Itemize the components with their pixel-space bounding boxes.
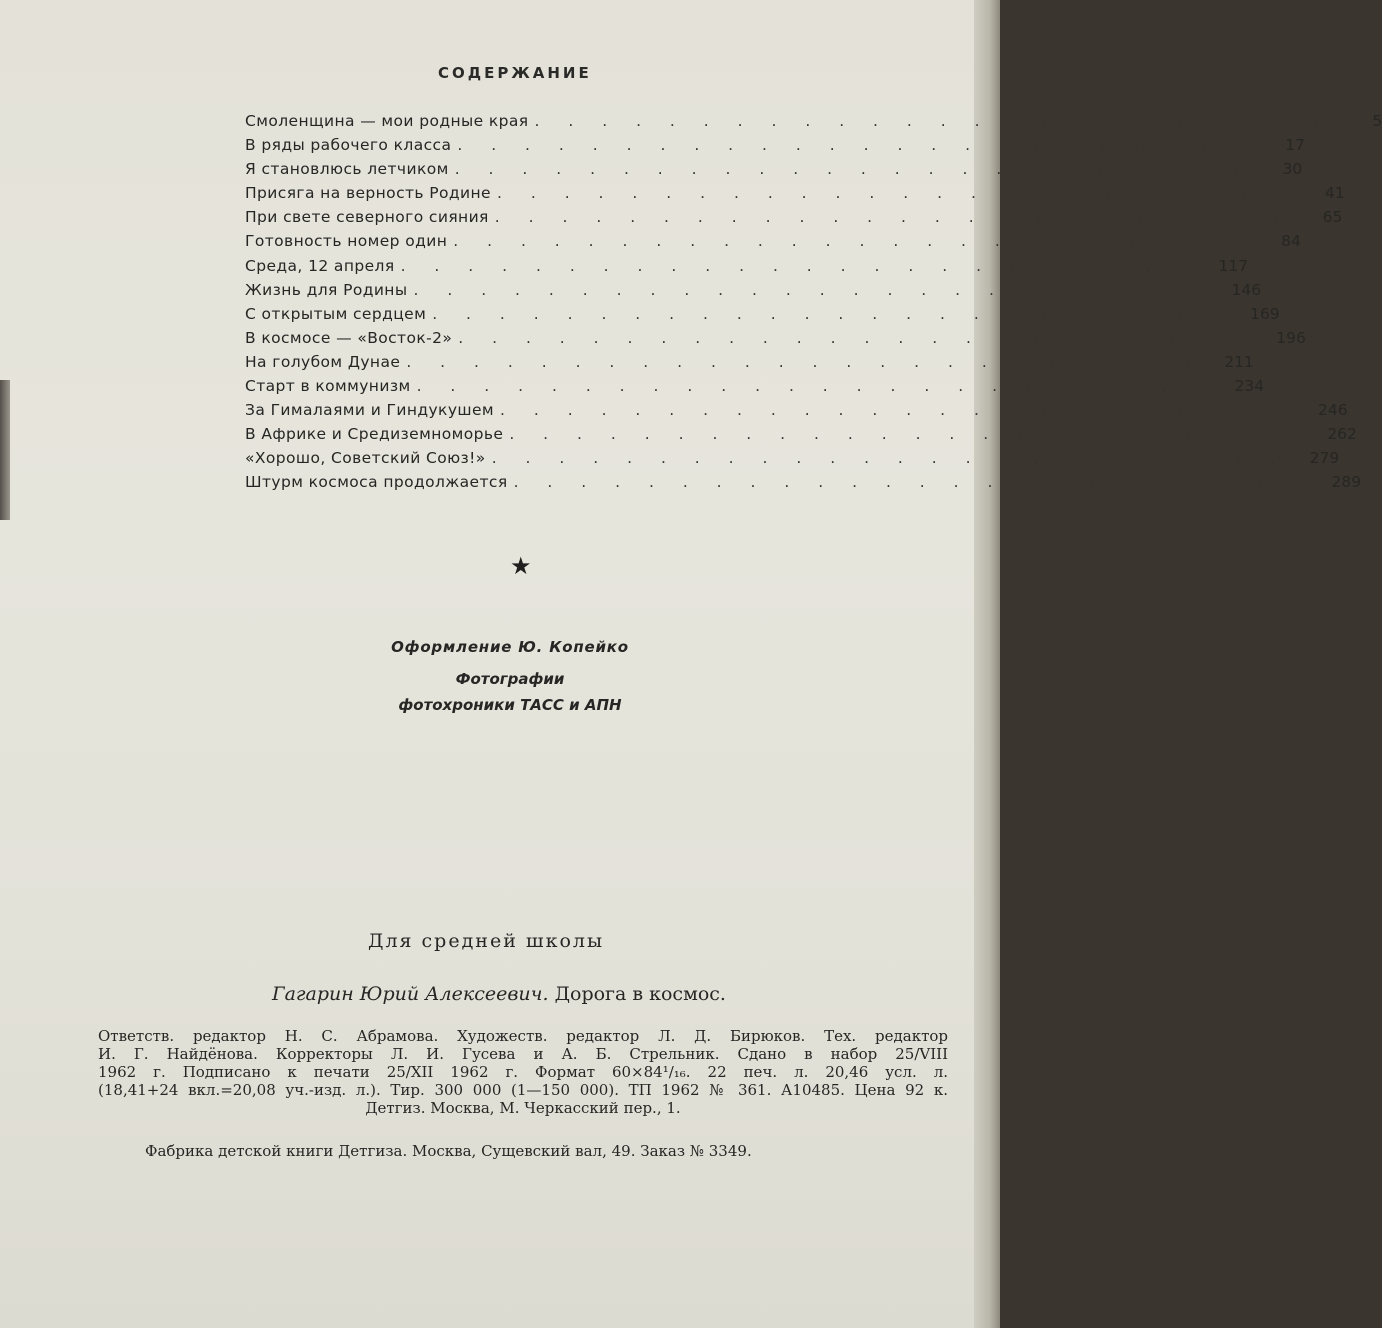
table-of-contents [245, 112, 1382, 498]
toc-entry [245, 304, 1280, 329]
imprint-line: Детгиз. Москва, М. Черкасский пер., 1. [365, 1099, 681, 1117]
toc-entry-page: 169 [1250, 304, 1280, 323]
imprint-author: Гагарин Юрий Алексеевич. [272, 983, 549, 1005]
star-separator: ★ [510, 552, 532, 580]
toc-entry-page: 279 [1309, 449, 1340, 468]
toc-entry-page: 262 [1327, 425, 1357, 444]
toc-entry-title: Смоленщина — мои родные края [245, 112, 529, 130]
toc-dot-leader: . . . . . . . . . . . . . . . . . . . . . . . . [500, 401, 1296, 420]
toc-entry-title: Готовность номер один [245, 232, 448, 251]
toc-entry [245, 256, 1249, 281]
toc-entry-title: В Африке и Средиземноморье [245, 425, 504, 444]
toc-entry-page: 30 [1282, 160, 1303, 179]
toc-entry [245, 377, 1265, 401]
toc-dot-leader: . . . . . . . . . . . . . . . . . . . . . . . . [496, 184, 1293, 203]
toc-entry-title: Среда, 12 апреля [245, 256, 395, 275]
imprint-line: И. Г. Найдёнова. Корректоры Л. И. Гусева и А. Б. Стрельник. Сдано в набор 25/VIII [98, 1045, 948, 1063]
toc-entry-page: 41 [1324, 184, 1345, 203]
toc-dot-leader: . . . . . . . . . . . . . . . . . . . . . . . . [458, 328, 1254, 347]
toc-dot-leader: . . . . . . . . . . . . . . . . . . . . . . . . [432, 304, 1228, 323]
toc-dot-leader: . . . . . . . . . . . . . . . . . . . . . . . . [416, 377, 1213, 396]
toc-entry [245, 112, 1382, 136]
toc-entry-page: 246 [1318, 401, 1348, 420]
toc-entry [245, 401, 1348, 425]
toc-entry [245, 352, 1254, 377]
toc-dot-leader: . . . . . . . . . . . . . . . . . . . . . . . . [457, 136, 1253, 155]
toc-entry [245, 449, 1340, 473]
page-edge-shadow-left [0, 380, 10, 520]
toc-title: СОДЕРЖАНИЕ [438, 64, 592, 82]
toc-entry-page: 146 [1231, 280, 1262, 299]
imprint-author-title [272, 983, 726, 1005]
credit-photo-line2: фотохроники ТАСС и АПН [398, 696, 622, 714]
toc-entry-title: За Гималаями и Гиндукушем [245, 401, 495, 420]
toc-entry-title: В космосе — «Восток-2» [245, 328, 453, 347]
toc-entry [245, 208, 1343, 232]
imprint-line: 1962 г. Подписано к печати 25/XII 1962 г. Формат 60×84¹/₁₆. 22 печ. л. 20,46 усл. л. [98, 1063, 948, 1081]
toc-entry [245, 473, 1362, 497]
toc-entry-title: При свете северного сияния [245, 208, 489, 227]
imprint-factory: Фабрика детской книги Детгиза. Москва, Сущевский вал, 49. Заказ № 3349. [145, 1142, 752, 1160]
toc-dot-leader: . . . . . . . . . . . . . . . . . . . . . . . . [454, 160, 1251, 179]
toc-entry-title: «Хорошо, Советский Союз!» [245, 449, 486, 468]
toc-entry-page: 5 [1372, 112, 1382, 130]
imprint-audience: Для средней школы [368, 930, 605, 952]
toc-entry-title: Я становлюсь летчиком [245, 160, 449, 179]
toc-entry-title: Старт в коммунизм [245, 377, 411, 396]
toc-entry [245, 425, 1357, 449]
toc-entry-page: 234 [1234, 377, 1265, 396]
toc-dot-leader: . . . . . . . . . . . . . . . . . . . . . . . . [509, 425, 1305, 444]
credit-design: Оформление Ю. Копейко [391, 638, 629, 656]
toc-entry-page: 65 [1322, 208, 1343, 227]
toc-dot-leader: . . . . . . . . . . . . . . . . . . . . . . . . [453, 232, 1249, 251]
toc-entry-page: 196 [1276, 328, 1306, 347]
toc-entry-title: С открытым сердцем [245, 304, 427, 323]
toc-entry-page: 211 [1224, 352, 1254, 371]
toc-entry-title: На голубом Дунае [245, 352, 401, 371]
toc-dot-leader: . . . . . . . . . . . . . . . . . . . . . . . . [491, 449, 1288, 468]
imprint-line: Ответств. редактор Н. С. Абрамова. Художеств. редактор Л. Д. Бирюков. Тех. редактор [98, 1027, 948, 1045]
toc-entry-title: Штурм космоса продолжается [245, 473, 508, 492]
toc-dot-leader: . . . . . . . . . . . . . . . . . . . . . . . . [494, 208, 1291, 227]
toc-dot-leader: . . . . . . . . . . . . . . . . . . . . . . . . [534, 112, 1331, 130]
toc-entry [245, 232, 1301, 256]
toc-entry-title: Присяга на верность Родине [245, 184, 491, 203]
toc-entry [245, 136, 1305, 160]
toc-dot-leader: . . . . . . . . . . . . . . . . . . . . . . . . [406, 352, 1202, 371]
toc-entry [245, 328, 1306, 353]
toc-entry [245, 280, 1262, 305]
toc-entry-page: 117 [1218, 256, 1249, 275]
toc-entry-page: 17 [1285, 136, 1305, 155]
imprint-book-title: Дорога в космос. [554, 983, 726, 1005]
toc-entry-title: В ряды рабочего класса [245, 136, 452, 155]
credit-photo-line1: Фотографии [455, 670, 565, 688]
toc-entry-title: Жизнь для Родины [245, 280, 408, 299]
toc-entry [245, 160, 1303, 184]
toc-dot-leader: . . . . . . . . . . . . . . . . . . . . . . . . [413, 280, 1210, 299]
imprint-details [98, 1027, 948, 1117]
imprint-line: (18,41+24 вкл.=20,08 уч.-изд. л.). Тир. 300 000 (1—150 000). ТП 1962 № 361. А10485. Цена 92 к. [98, 1081, 948, 1099]
toc-dot-leader: . . . . . . . . . . . . . . . . . . . . . . . . [513, 473, 1310, 492]
toc-entry-page: 289 [1331, 473, 1362, 492]
toc-dot-leader: . . . . . . . . . . . . . . . . . . . . . . . . [400, 256, 1197, 275]
toc-entry [245, 184, 1345, 208]
toc-entry-page: 84 [1281, 232, 1301, 251]
